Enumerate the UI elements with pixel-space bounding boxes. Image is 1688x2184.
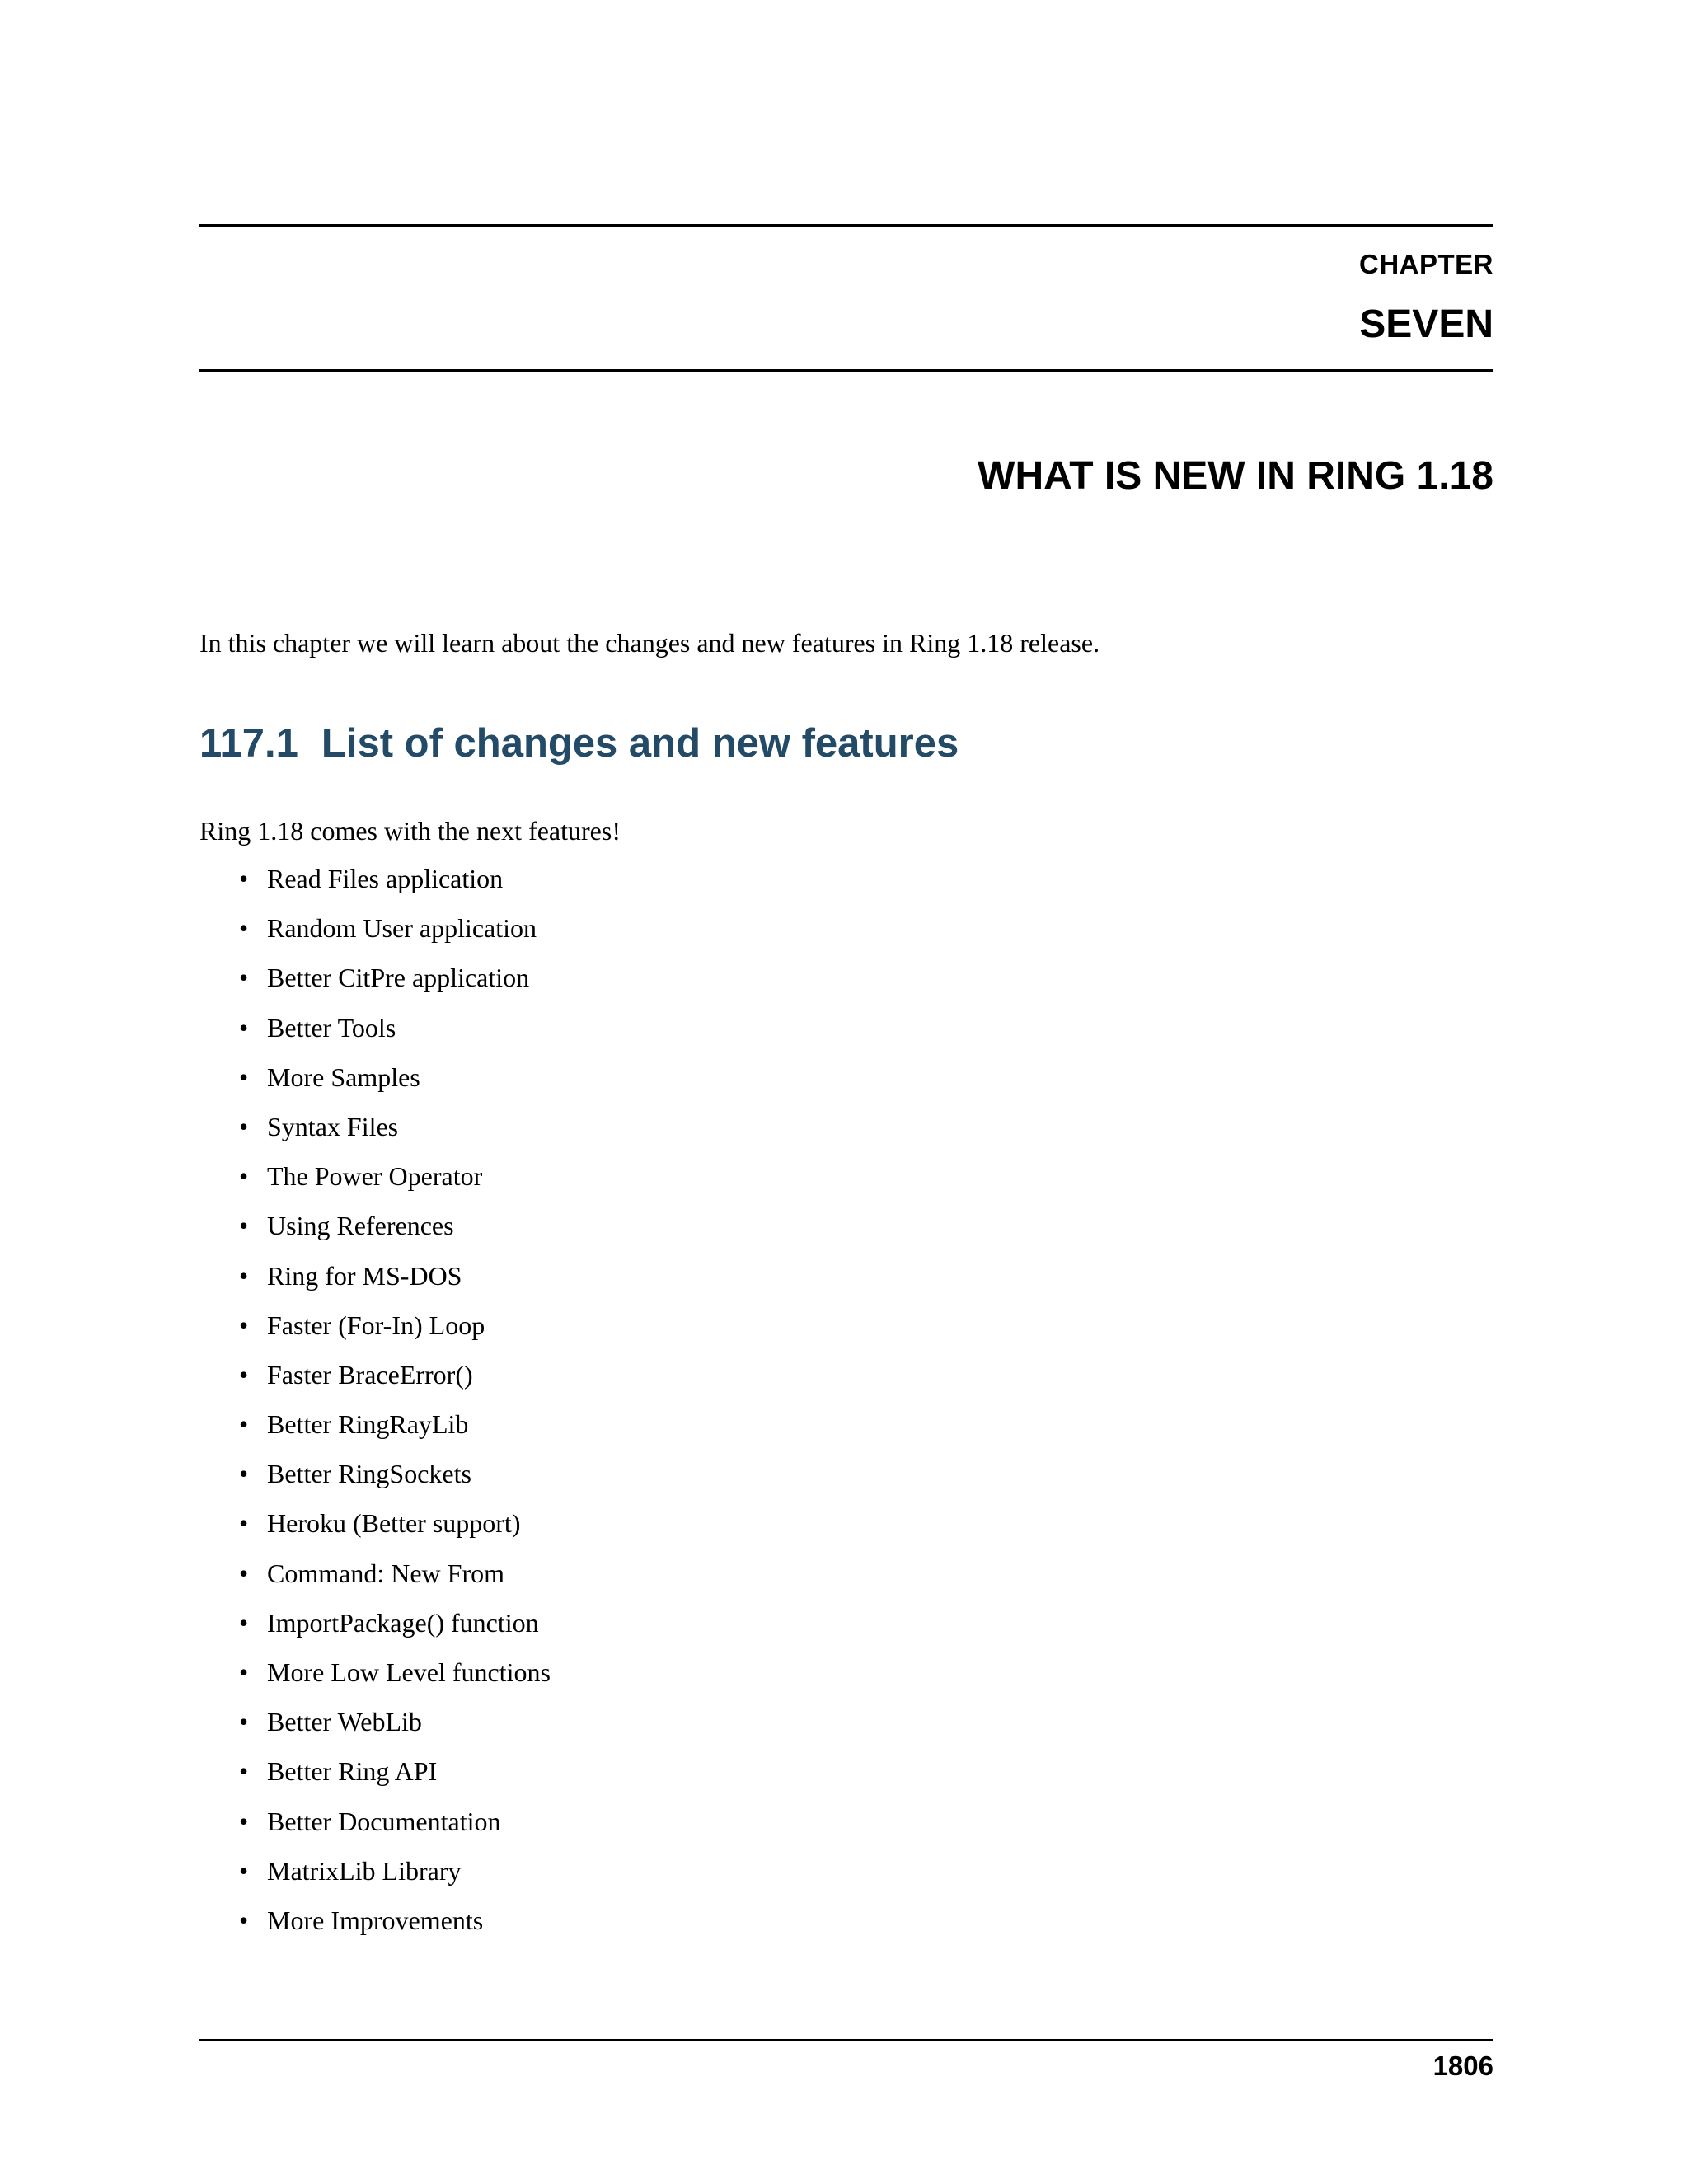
list-item-text: Heroku (Better support) <box>267 1508 521 1539</box>
list-item <box>239 1605 551 1654</box>
list-item <box>239 1258 551 1307</box>
list-item-text: Better Ring API <box>267 1756 438 1787</box>
page-number: 1806 <box>1432 2050 1493 2081</box>
list-item-text: More Low Level functions <box>267 1657 551 1687</box>
list-item <box>239 1753 551 1802</box>
list-item <box>239 1406 551 1455</box>
list-item <box>239 1654 551 1704</box>
intro-paragraph: In this chapter we will learn about the changes and new features in Ring 1.18 release. <box>199 628 1100 658</box>
list-item <box>239 1059 551 1108</box>
footer-rule <box>199 2039 1493 2041</box>
list-item-text: Command: New From <box>267 1558 504 1588</box>
bullet-icon: • <box>239 1161 249 1192</box>
list-item-text: Syntax Files <box>267 1111 399 1141</box>
list-item <box>239 1853 551 1902</box>
list-item-text: Faster (For-In) Loop <box>267 1310 485 1340</box>
bullet-icon: • <box>239 1707 249 1737</box>
list-item-text: Better RingSockets <box>267 1459 471 1489</box>
bullet-icon: • <box>239 1211 249 1241</box>
list-item <box>239 1108 551 1158</box>
list-item <box>239 1010 551 1059</box>
list-item-text: Better Tools <box>267 1012 396 1043</box>
list-item <box>239 860 551 910</box>
list-item-text: Better Documentation <box>267 1806 501 1836</box>
list-item <box>239 1555 551 1605</box>
list-item-text: Better CitPre application <box>267 963 530 993</box>
bullet-icon: • <box>239 1508 249 1539</box>
list-item-text: More Improvements <box>267 1905 484 1935</box>
list-item-text: Better RingRayLib <box>267 1409 469 1440</box>
list-item-text: Random User application <box>267 913 537 944</box>
chapter-label: CHAPTER <box>1358 249 1493 279</box>
chapter-bottom-rule <box>199 369 1493 372</box>
section-number: 117.1 <box>199 721 298 766</box>
lead-paragraph: Ring 1.18 comes with the next features! <box>199 816 621 846</box>
bullet-icon: • <box>239 1459 249 1489</box>
feature-list <box>239 860 551 1952</box>
bullet-icon: • <box>239 1310 249 1340</box>
list-item-text: Ring for MS-DOS <box>267 1260 462 1291</box>
list-item <box>239 1704 551 1753</box>
list-item-text: Better WebLib <box>267 1707 422 1737</box>
bullet-icon: • <box>239 864 249 893</box>
list-item-text: More Samples <box>267 1062 420 1092</box>
chapter-top-rule <box>199 224 1493 227</box>
bullet-icon: • <box>239 1905 249 1935</box>
bullet-icon: • <box>239 1359 249 1390</box>
chapter-number: SEVEN <box>1359 302 1493 346</box>
bullet-icon: • <box>239 913 249 944</box>
list-item <box>239 959 551 1009</box>
list-item <box>239 910 551 959</box>
list-item-text: The Power Operator <box>267 1161 483 1192</box>
bullet-icon: • <box>239 1657 249 1687</box>
bullet-icon: • <box>239 1558 249 1588</box>
list-item <box>239 1803 551 1853</box>
list-item <box>239 1455 551 1505</box>
section-title: List of changes and new features <box>321 721 959 766</box>
bullet-icon: • <box>239 1855 249 1886</box>
bullet-icon: • <box>239 1806 249 1836</box>
bullet-icon: • <box>239 963 249 993</box>
bullet-icon: • <box>239 1062 249 1092</box>
list-item <box>239 1505 551 1554</box>
list-item-text: Read Files application <box>267 864 504 893</box>
list-item <box>239 1902 551 1952</box>
bullet-icon: • <box>239 1111 249 1141</box>
bullet-icon: • <box>239 1260 249 1291</box>
list-item-text: Faster BraceError() <box>267 1359 473 1390</box>
list-item <box>239 1158 551 1207</box>
bullet-icon: • <box>239 1409 249 1440</box>
list-item-text: Using References <box>267 1211 454 1241</box>
bullet-icon: • <box>239 1756 249 1787</box>
section-heading <box>199 720 959 766</box>
page-title: WHAT IS NEW IN RING 1.18 <box>978 454 1493 498</box>
list-item <box>239 1357 551 1406</box>
list-item-text: ImportPackage() function <box>267 1607 539 1638</box>
bullet-icon: • <box>239 1012 249 1043</box>
list-item <box>239 1207 551 1257</box>
bullet-icon: • <box>239 1607 249 1638</box>
list-item <box>239 1307 551 1357</box>
list-item-text: MatrixLib Library <box>267 1855 462 1886</box>
